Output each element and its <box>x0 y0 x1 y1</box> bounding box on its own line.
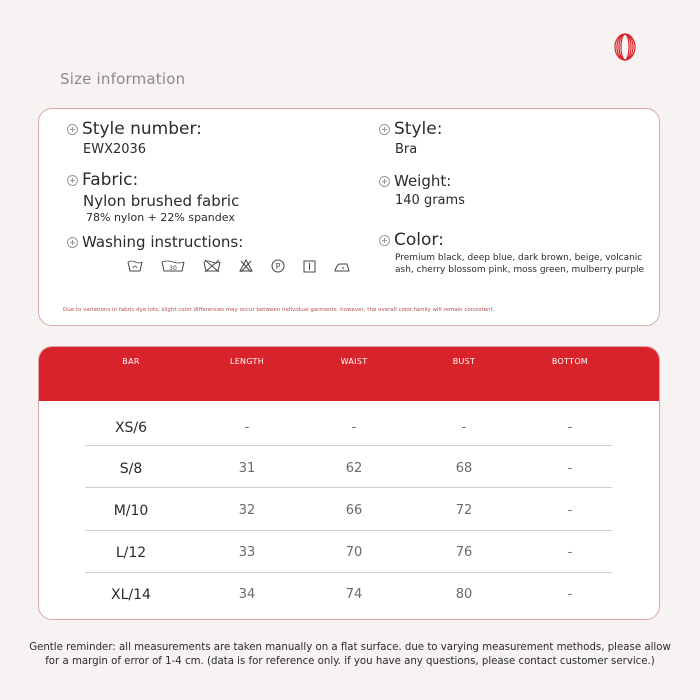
size-cell: M/10 <box>113 503 149 519</box>
washing-field <box>67 233 243 251</box>
style-number-label: Style number: <box>82 119 202 139</box>
color-field <box>379 230 650 276</box>
bottom-cell: - <box>567 545 573 560</box>
waist-cell: 62 <box>345 461 363 476</box>
waist-cell: 66 <box>345 503 363 518</box>
fabric-detail: 78% nylon + 22% spandex <box>86 211 235 224</box>
table-row <box>39 490 659 532</box>
gentle-reminder <box>0 641 700 669</box>
table-row <box>39 407 659 449</box>
length-cell: 31 <box>238 461 256 476</box>
waist-cell: - <box>351 420 357 435</box>
table-row <box>39 574 659 616</box>
row-divider <box>85 445 612 446</box>
color-value: Premium black, deep blue, dark brown, beige, volcanic ash, cherry blossom pink, moss green, mulberry purple <box>395 253 645 275</box>
do-not-bleach-icon <box>239 259 253 273</box>
waist-cell: 70 <box>345 545 363 560</box>
style-number-value: EWX2036 <box>83 142 147 157</box>
length-cell: 34 <box>238 587 256 602</box>
bust-cell: 72 <box>455 503 473 518</box>
style-field <box>379 119 442 157</box>
fabric-field <box>67 170 239 224</box>
weight-field <box>379 172 465 208</box>
plus-circle-icon <box>67 175 78 186</box>
rings-logo-icon <box>610 32 640 62</box>
professional-clean-p-icon <box>271 259 285 273</box>
hand-wash-icon <box>127 259 143 273</box>
plus-circle-icon <box>67 124 78 135</box>
low-iron-icon <box>334 260 350 273</box>
plus-circle-icon <box>379 235 390 246</box>
care-symbols <box>127 259 368 273</box>
length-cell: 32 <box>238 503 256 518</box>
product-info-card <box>38 108 660 326</box>
wash-30-icon <box>161 259 185 273</box>
bottom-cell: - <box>567 420 573 435</box>
fabric-value: Nylon brushed fabric <box>83 192 240 210</box>
fabric-label: Fabric: <box>82 170 139 190</box>
plus-circle-icon <box>67 237 78 248</box>
bottom-cell: - <box>567 503 573 518</box>
row-divider <box>85 572 612 573</box>
size-cell: S/8 <box>119 461 143 477</box>
size-cell: XS/6 <box>114 420 148 436</box>
header-length: LENGTH <box>229 357 265 366</box>
table-row <box>39 532 659 574</box>
bust-cell: 68 <box>455 461 473 476</box>
size-table-card <box>38 346 660 620</box>
reminder-line-2: for a margin of error of 1-4 cm. (data is for reference only. if you have any questions, please contact customer service.) <box>45 656 655 667</box>
row-divider <box>85 487 612 488</box>
row-divider <box>85 530 612 531</box>
dye-lot-note: Due to variations in fabric dye lots, slight color differences may occur between individual garments. however, the overall color family will remain consistent. <box>63 307 495 313</box>
table-header <box>39 347 659 401</box>
waist-cell: 74 <box>345 587 363 602</box>
header-waist: WAIST <box>340 357 368 366</box>
length-cell: 33 <box>238 545 256 560</box>
header-bottom: BOTTOM <box>551 357 589 366</box>
table-row <box>39 448 659 490</box>
svg-text:30: 30 <box>169 265 177 272</box>
bust-cell: - <box>461 420 467 435</box>
bust-cell: 80 <box>455 587 473 602</box>
style-number-field <box>67 119 202 157</box>
bottom-cell: - <box>567 461 573 476</box>
bottom-cell: - <box>567 587 573 602</box>
style-value: Bra <box>395 142 418 157</box>
do-not-machine-wash-icon <box>203 259 221 273</box>
size-cell: XL/14 <box>111 587 151 603</box>
section-title: Size information <box>60 70 186 88</box>
drip-dry-icon <box>303 260 316 273</box>
weight-label: Weight: <box>394 172 452 190</box>
plus-circle-icon <box>379 176 390 187</box>
style-label: Style: <box>394 119 443 139</box>
color-label: Color: <box>394 230 444 250</box>
reminder-line-1: Gentle reminder: all measurements are taken manually on a flat surface. due to varying measurement methods, please allow <box>29 642 671 653</box>
plus-circle-icon <box>379 124 390 135</box>
size-cell: L/12 <box>115 545 147 561</box>
weight-value: 140 grams <box>395 193 465 208</box>
length-cell: - <box>244 420 250 435</box>
bust-cell: 76 <box>455 545 473 560</box>
header-bust: BUST <box>452 357 476 366</box>
washing-label: Washing instructions: <box>82 233 244 251</box>
header-bar: BAR <box>122 357 140 366</box>
svg-text:P: P <box>275 262 281 271</box>
